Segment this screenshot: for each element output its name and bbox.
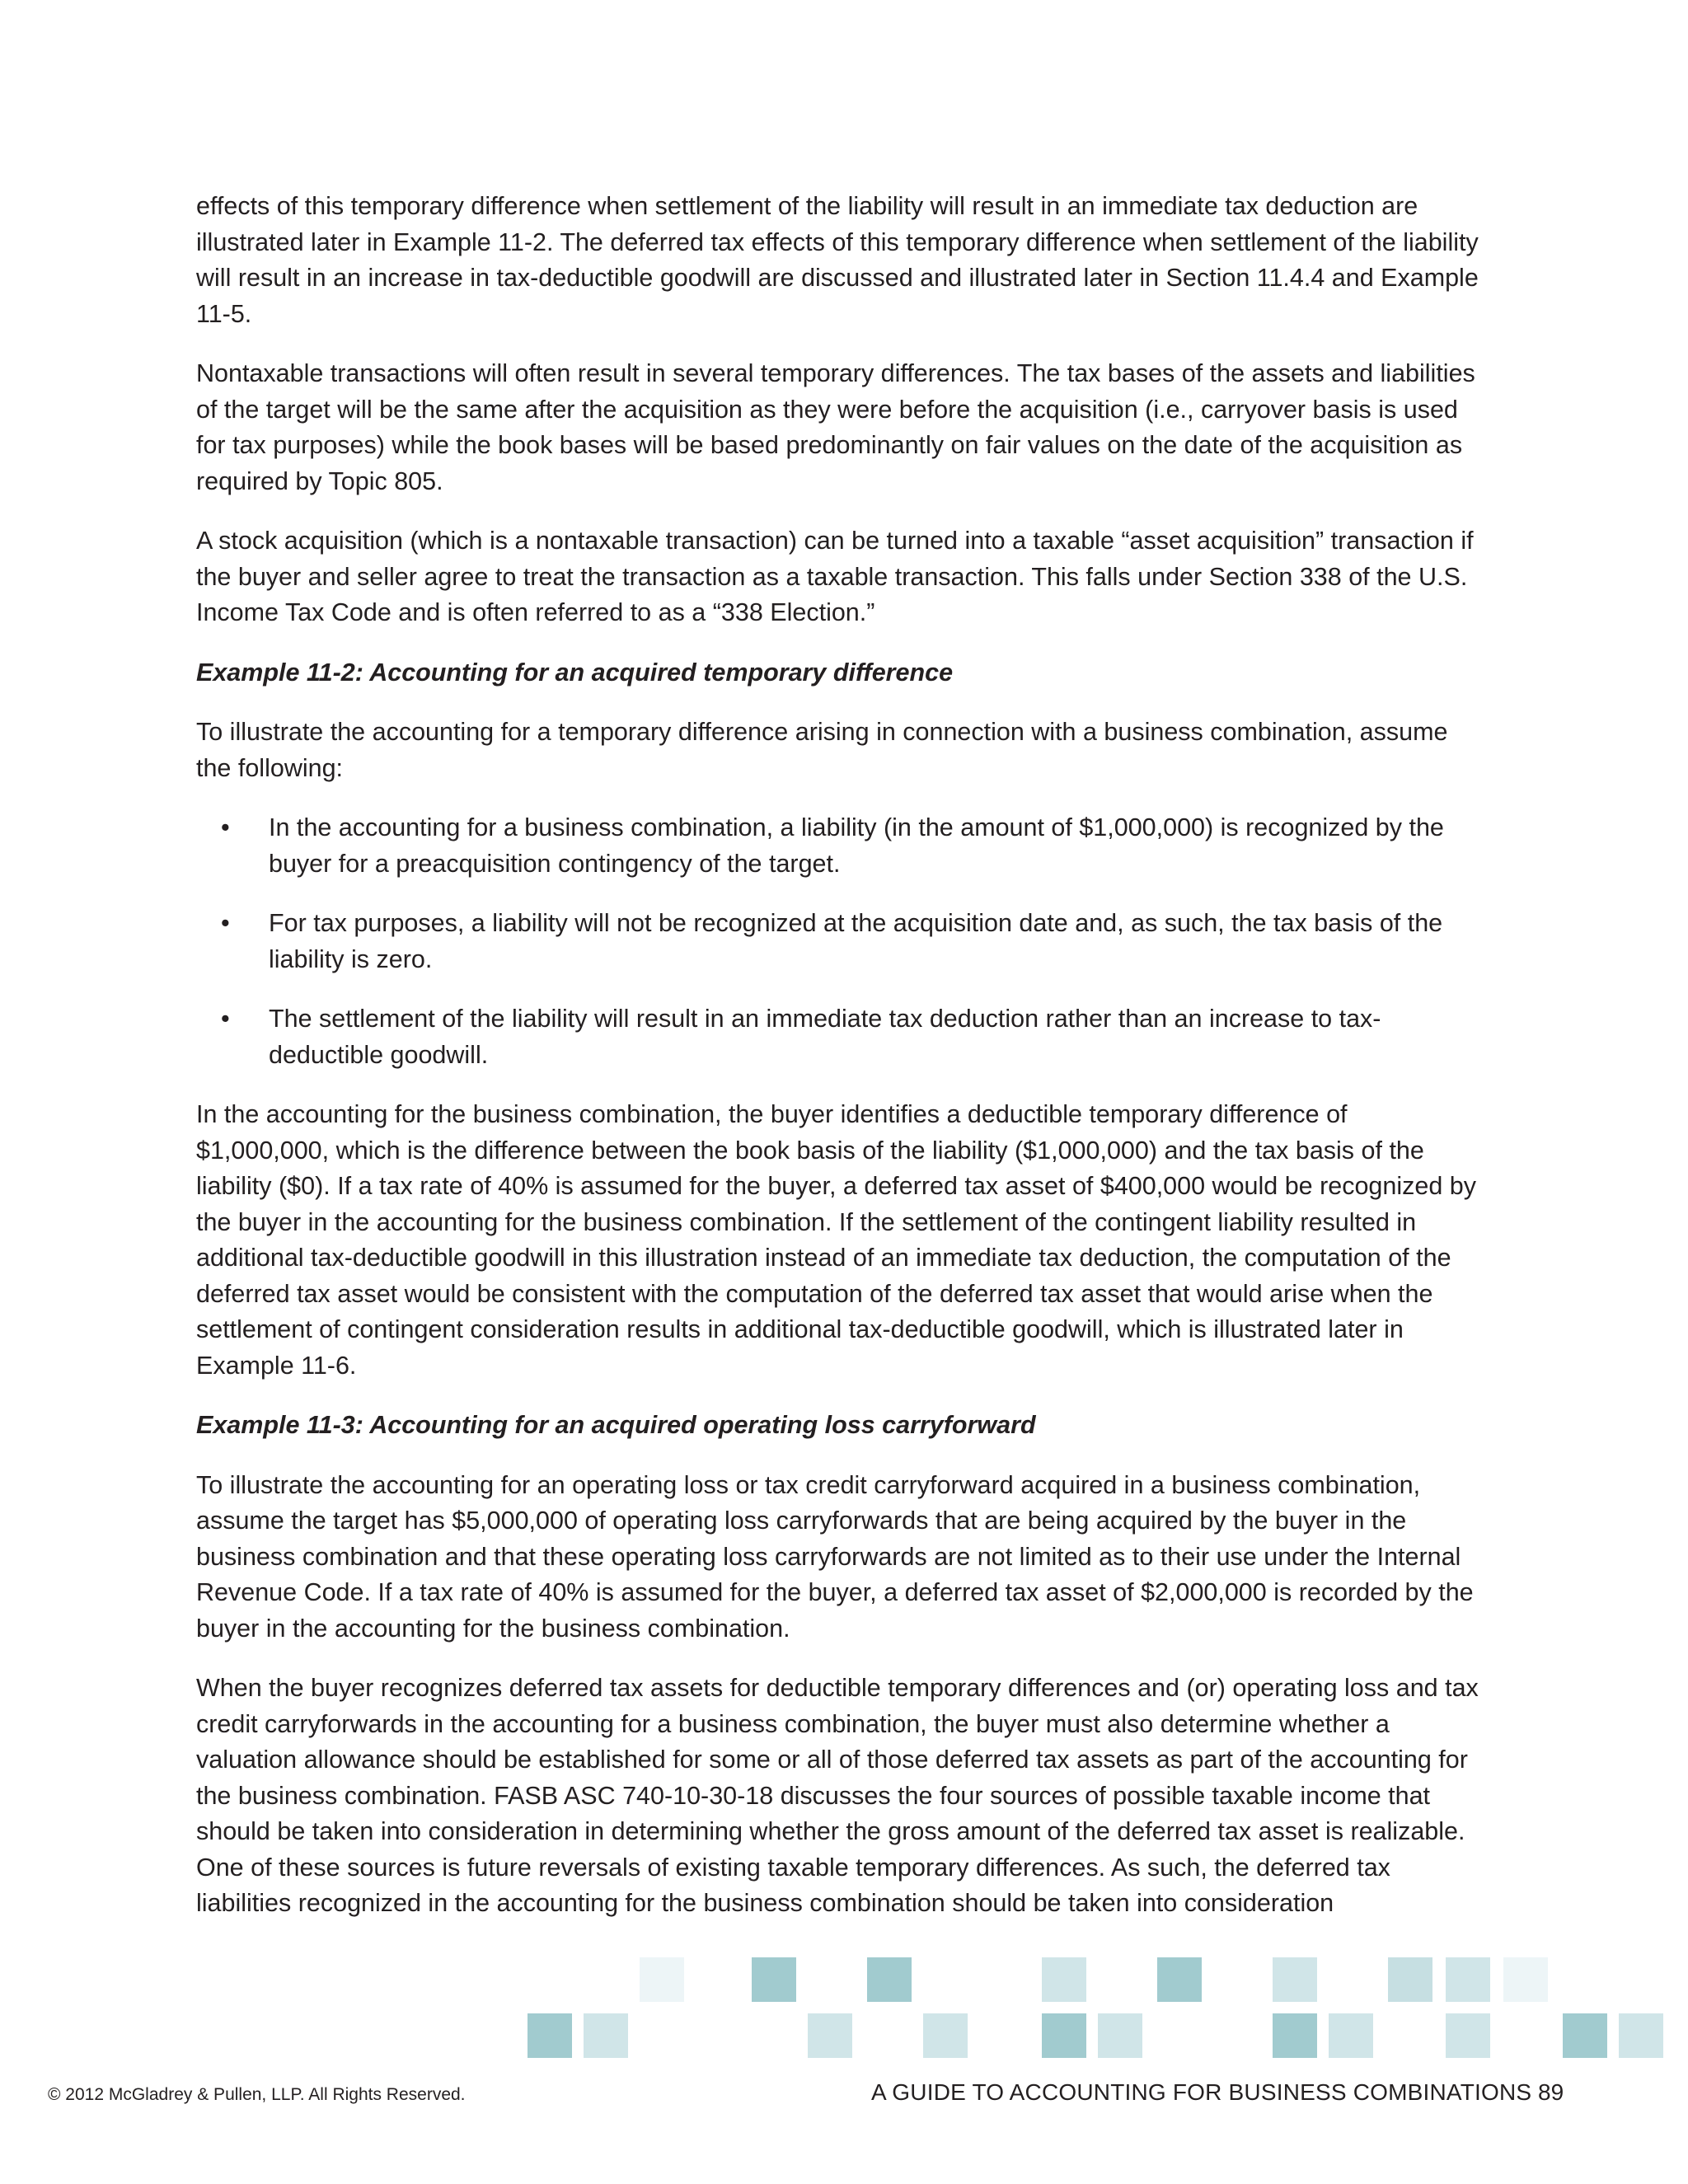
decorative-square [1273, 2013, 1317, 2058]
list-item [196, 906, 1482, 977]
paragraph: effects of this temporary difference when settlement of the liability will result in an immediate tax deduction are illustrated later in Example 11-2. The deferred tax effects of this temporary difference when settlement of the liability will result in an increase in tax-deductible goodwill are discussed and illustrated later in Section 11.4.4 and Example 11-5. [196, 192, 1479, 328]
decorative-square [1503, 1957, 1548, 2002]
paragraph: When the buyer recognizes deferred tax assets for deductible temporary differences and (or) operating loss and tax credit carryforwards in the accounting for a business combination, the buyer must also determine whether a valuation allowance should be established for some or all of those deferred tax assets as part of the accounting for the business combination. FASB ASC 740-10-30-18 discusses the four sources of possible taxable income that should be taken into consideration in determining whether the gross amount of the deferred tax asset is realizable. One of these sources is future reversals of existing taxable temporary differences. As such, the deferred tax liabilities recognized in the accounting for the business combination should be taken into consideration [196, 1674, 1479, 1917]
list-item [196, 810, 1482, 882]
bullet-icon: • [221, 813, 230, 841]
paragraph: Nontaxable transactions will often result in several temporary differences. The tax bases of the assets and liabilities of the target will be the same after the acquisition as they were before the acquisition (i.e., carryover basis is used for tax purposes) while the book bases will be based predominantly on fair values on the date of the acquisition as required by Topic 805. [196, 359, 1475, 495]
decorative-square [923, 2013, 968, 2058]
decorative-square [808, 2013, 852, 2058]
copyright-notice: © 2012 McGladrey & Pullen, LLP. All Rights Reserved. [48, 2085, 466, 2104]
decorative-square [1329, 2013, 1373, 2058]
decorative-square [640, 1957, 684, 2002]
running-title: A GUIDE TO ACCOUNTING FOR BUSINESS COMBINATIONS [871, 2079, 1532, 2105]
bullet-icon: • [221, 1005, 230, 1033]
paragraph: To illustrate the accounting for an operating loss or tax credit carryforward acquired in a business combination, assume the target has $5,000,000 of operating loss carryforwards that are being acquired by the buyer in the business combination and that these operating loss carryforwards are not limited as to their use under the Internal Revenue Code. If a tax rate of 40% is assumed for the buyer, a deferred tax asset of $2,000,000 is recorded by the buyer in the accounting for the business combination. [196, 1470, 1474, 1643]
bullet-icon: • [221, 909, 230, 937]
example-heading: Example 11-2: Accounting for an acquired temporary difference [196, 658, 954, 687]
decorative-square [1157, 1957, 1202, 2002]
list-item-text: For tax purposes, a liability will not be recognized at the acquisition date and, as such, the tax basis of the liability is zero. [269, 909, 1443, 973]
bullet-list [196, 810, 1482, 1073]
paragraph: To illustrate the accounting for a temporary difference arising in connection with a business combination, assume the following: [196, 718, 1448, 782]
paragraph: A stock acquisition (which is a nontaxable transaction) can be turned into a taxable “asset acquisition” transaction if the buyer and seller agree to treat the transaction as a taxable transaction. This falls under Section 338 of the U.S. Income Tax Code and is often referred to as a “338 Election.” [196, 527, 1474, 626]
decorative-square [1446, 2013, 1490, 2058]
decorative-square [1042, 2013, 1086, 2058]
decorative-square [584, 2013, 628, 2058]
decorative-square [1042, 1957, 1086, 2002]
decorative-square [1563, 2013, 1607, 2058]
decorative-square [1273, 1957, 1317, 2002]
decorative-square [752, 1957, 796, 2002]
decorative-square [1446, 1957, 1490, 2002]
example-heading: Example 11-3: Accounting for an acquired operating loss carryforward [196, 1411, 1036, 1439]
list-item-text: The settlement of the liability will result in an immediate tax deduction rather than an increase to tax-deductible goodwill. [269, 1005, 1381, 1069]
decorative-square [867, 1957, 912, 2002]
page-number: 89 [1538, 2079, 1564, 2105]
decorative-square [528, 2013, 572, 2058]
list-item [196, 1001, 1482, 1073]
list-item-text: In the accounting for a business combination, a liability (in the amount of $1,000,000) is recognized by the buyer for a preacquisition contingency of the target. [269, 813, 1444, 878]
decorative-square [1388, 1957, 1432, 2002]
decorative-square [1619, 2013, 1663, 2058]
decorative-square [1098, 2013, 1142, 2058]
page-body [196, 189, 1482, 1946]
paragraph: In the accounting for the business combination, the buyer identifies a deductible temporary difference of $1,000,000, which is the difference between the book basis of the liability ($1,000,000) and the tax basis of the liability ($0). If a tax rate of 40% is assumed for the buyer, a deferred tax asset of $400,000 would be recognized by the buyer in the accounting for the business combination. If the settlement of the contingent liability resulted in additional tax-deductible goodwill in this illustration instead of an immediate tax deduction, the computation of the deferred tax asset would be consistent with the computation of the deferred tax asset that would arise when the settlement of contingent consideration results in additional tax-deductible goodwill, which is illustrated later in Example 11-6. [196, 1100, 1476, 1380]
